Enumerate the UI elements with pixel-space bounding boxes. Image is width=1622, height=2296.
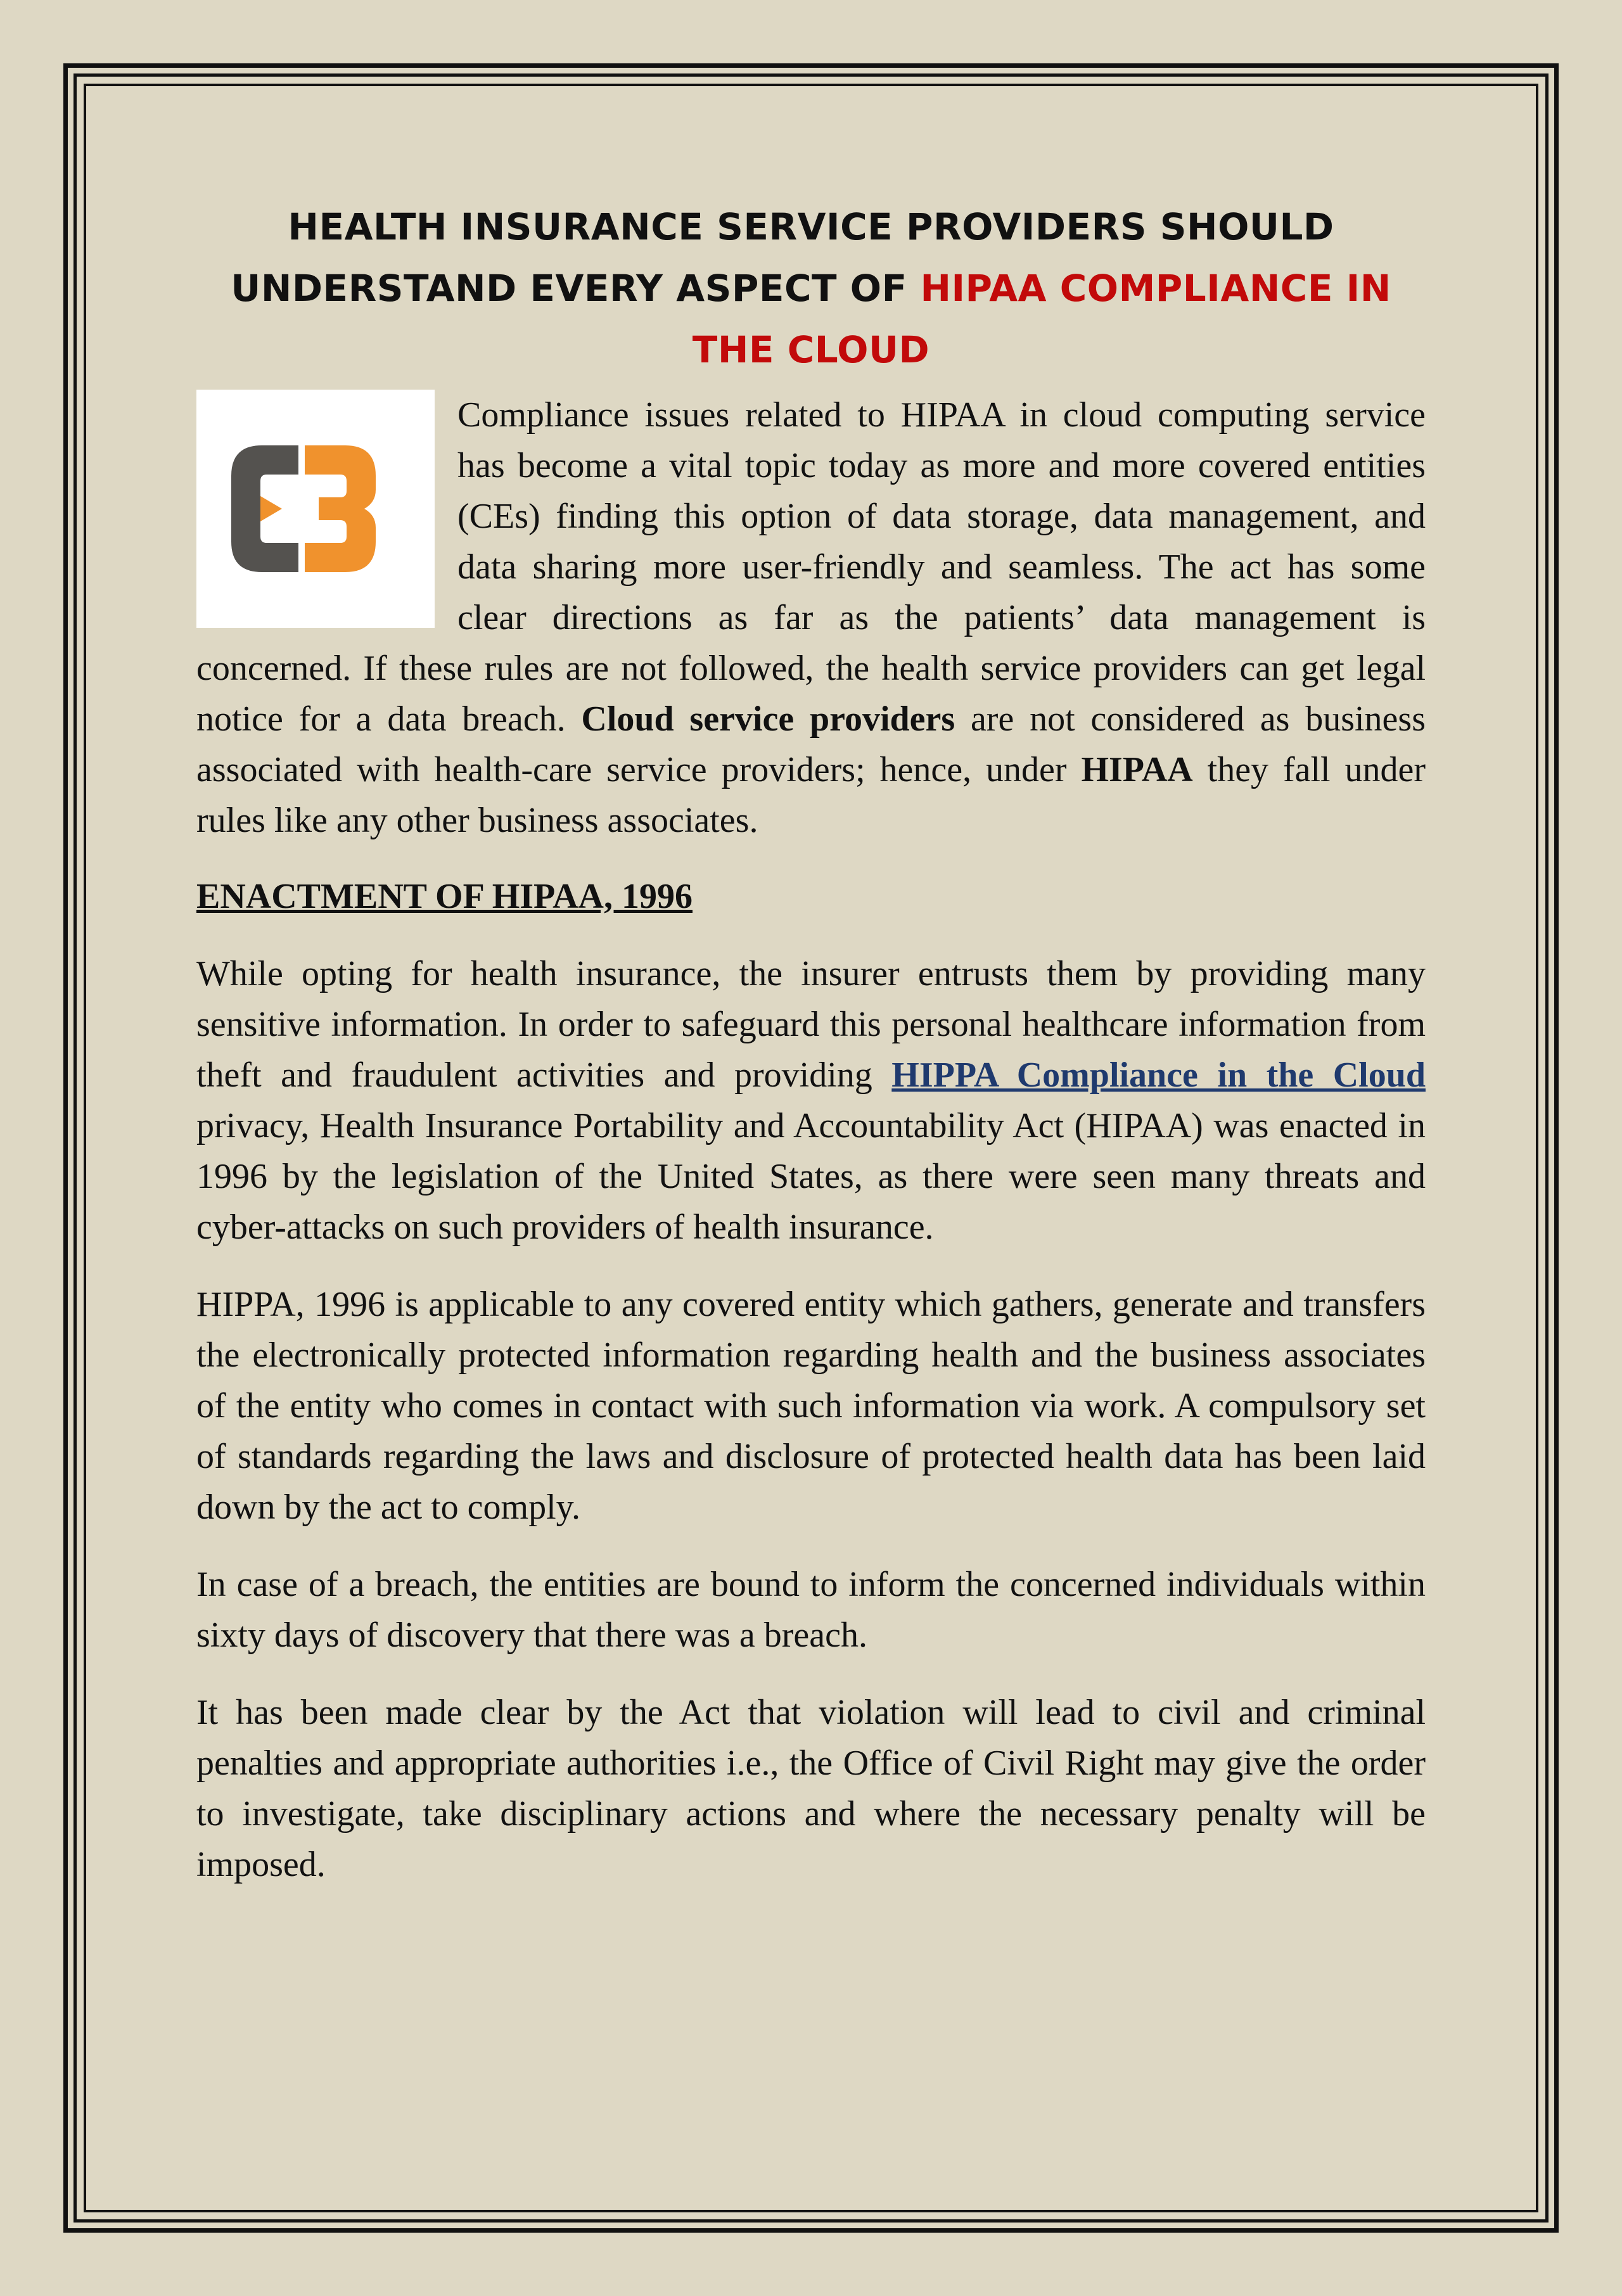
- intro-text-b: are not considered as business associated with health-care service providers; hence, under: [196, 699, 1426, 789]
- hipaa-compliance-link[interactable]: HIPPA Compliance in the Cloud: [891, 1056, 1426, 1095]
- intro-text-a: Compliance issues related to HIPAA in cloud computing service has become a vital topic today as more and more covered entities (CEs) finding this option of data storage, data management, and data sharing more user-friendly and seamless. The act has some clear directions as far as the patients’ data management is concerned. If these rules are not followed, the health service providers can get legal notice for a data breach.: [196, 395, 1426, 739]
- intro-bold-hipaa: HIPAA: [1081, 750, 1193, 789]
- para1-text-a: While opting for health insurance, the insurer entrusts them by providing many sensitive information. In order to safeguard this personal healthcare information from theft and fraudulent activities and providing: [196, 954, 1426, 1095]
- paragraph-breach: In case of a breach, the entities are bound to inform the concerned individuals within sixty days of discovery that there was a breach.: [196, 1565, 1426, 1655]
- title-black-part: HEALTH INSURANCE SERVICE PROVIDERS SHOULD UNDERSTAND EVERY ASPECT OF: [231, 205, 1334, 310]
- company-logo: [196, 390, 435, 628]
- section-heading: ENACTMENT OF HIPAA, 1996: [196, 877, 693, 916]
- document-content: [196, 196, 1426, 1890]
- paragraph-penalties: It has been made clear by the Act that violation will lead to civil and criminal penalties and appropriate authorities i.e., the Office of Civil Right may give the order to investigate, take disciplinary actions and where the necessary penalty will be imposed.: [196, 1693, 1426, 1884]
- intro-text-c: they fall under rules like any other business associates.: [196, 750, 1426, 840]
- intro-section: [196, 390, 1426, 846]
- intro-bold-cloud-service-providers: Cloud service providers: [581, 699, 955, 739]
- para1-text-b: privacy, Health Insurance Portability and Accountability Act (HIPAA) was enacted in 1996 by the legislation of the United States, as there were seen many threats and cyber-attacks on such providers of health insurance.: [196, 1106, 1426, 1247]
- title-accent-part: HIPAA COMPLIANCE IN THE CLOUD: [692, 267, 1391, 371]
- c3-logo-icon: [224, 439, 382, 578]
- paragraph-enactment: [196, 948, 1426, 1253]
- page-title: [196, 196, 1426, 381]
- paragraph-applicability: HIPPA, 1996 is applicable to any covered entity which gathers, generate and transfers the electronically protected information regarding health and the business associates of the entity who comes in contact with such information via work. A compulsory set of standards regarding the laws and disclosure of protected health data has been laid down by the act to comply.: [196, 1285, 1426, 1527]
